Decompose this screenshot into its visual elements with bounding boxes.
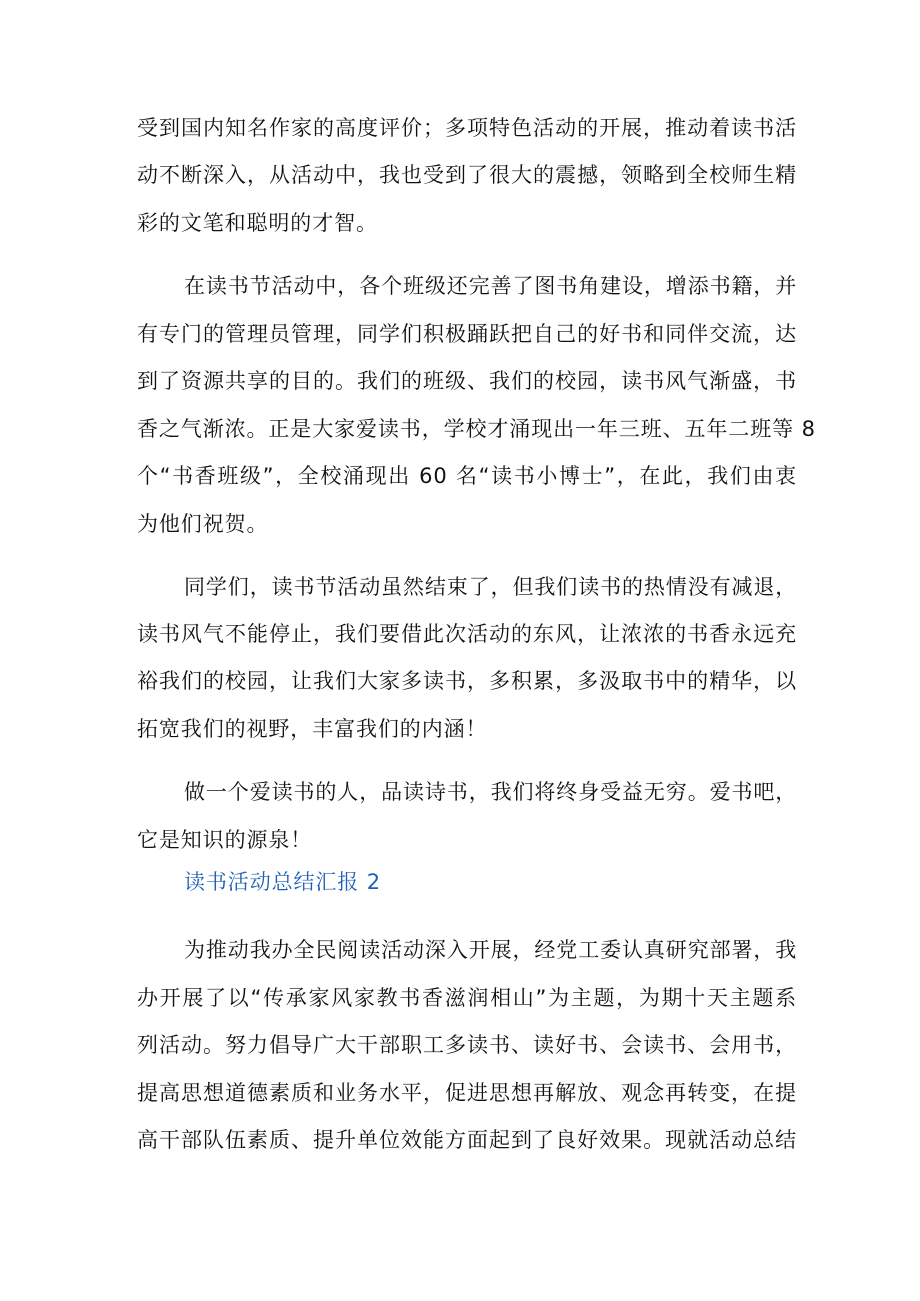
paragraph-2-line-4: 香之气渐浓。正是大家爱读书，学校才涌现出一年三班、五年二班等 8 [137, 417, 816, 441]
paragraph-2-line-2: 有专门的管理员管理，同学们积极踊跃把自己的好书和同伴交流，达 [137, 322, 797, 346]
paragraph-2-line-5: 个“书香班级”，全校涌现出 60 名“读书小博士”，在此，我们由衷 [137, 464, 797, 488]
paragraph-5-line-5: 高干部队伍素质、提升单位效能方面起到了良好效果。现就活动总结 [137, 1128, 797, 1152]
paragraph-1-line-1: 受到国内知名作家的高度评价；多项特色活动的开展，推动着读书活 [137, 116, 797, 140]
paragraph-3-line-1: 同学们，读书节活动虽然结束了，但我们读书的热情没有减退， [184, 575, 798, 599]
paragraph-1-line-2: 动不断深入，从活动中，我也受到了很大的震撼，领略到全校师生精 [137, 163, 797, 187]
paragraph-5-line-2: 办开展了以“传承家风家教书香滋润相山”为主题，为期十天主题系 [137, 986, 797, 1010]
paragraph-4-line-2: 它是知识的源泉！ [137, 828, 313, 852]
paragraph-5-line-4: 提高思想道德素质和业务水平，促进思想再解放、观念再转变，在提 [137, 1081, 797, 1105]
paragraph-2-line-6: 为他们祝贺。 [137, 512, 269, 536]
paragraph-3-line-4: 拓宽我们的视野，丰富我们的内涵！ [137, 717, 488, 741]
paragraph-2-line-1: 在读书节活动中，各个班级还完善了图书角建设，增添书籍，并 [184, 274, 798, 298]
section-heading: 读书活动总结汇报 2 [184, 870, 382, 894]
paragraph-1-line-3: 彩的文笔和聪明的才智。 [137, 211, 378, 235]
paragraph-5-line-1: 为推动我办全民阅读活动深入开展，经党工委认真研究部署，我 [184, 938, 798, 962]
paragraph-3-line-2: 读书风气不能停止，我们要借此次活动的东风，让浓浓的书香永远充 [137, 622, 797, 646]
paragraph-2-line-3: 到了资源共享的目的。我们的班级、我们的校园，读书风气渐盛，书 [137, 369, 797, 393]
paragraph-5-line-3: 列活动。努力倡导广大干部职工多读书、读好书、会读书、会用书， [137, 1033, 797, 1057]
paragraph-3-line-3: 裕我们的校园，让我们大家多读书，多积累，多汲取书中的精华，以 [137, 669, 797, 693]
paragraph-4-line-1: 做一个爱读书的人，品读诗书，我们将终身受益无穷。爱书吧， [184, 780, 798, 804]
